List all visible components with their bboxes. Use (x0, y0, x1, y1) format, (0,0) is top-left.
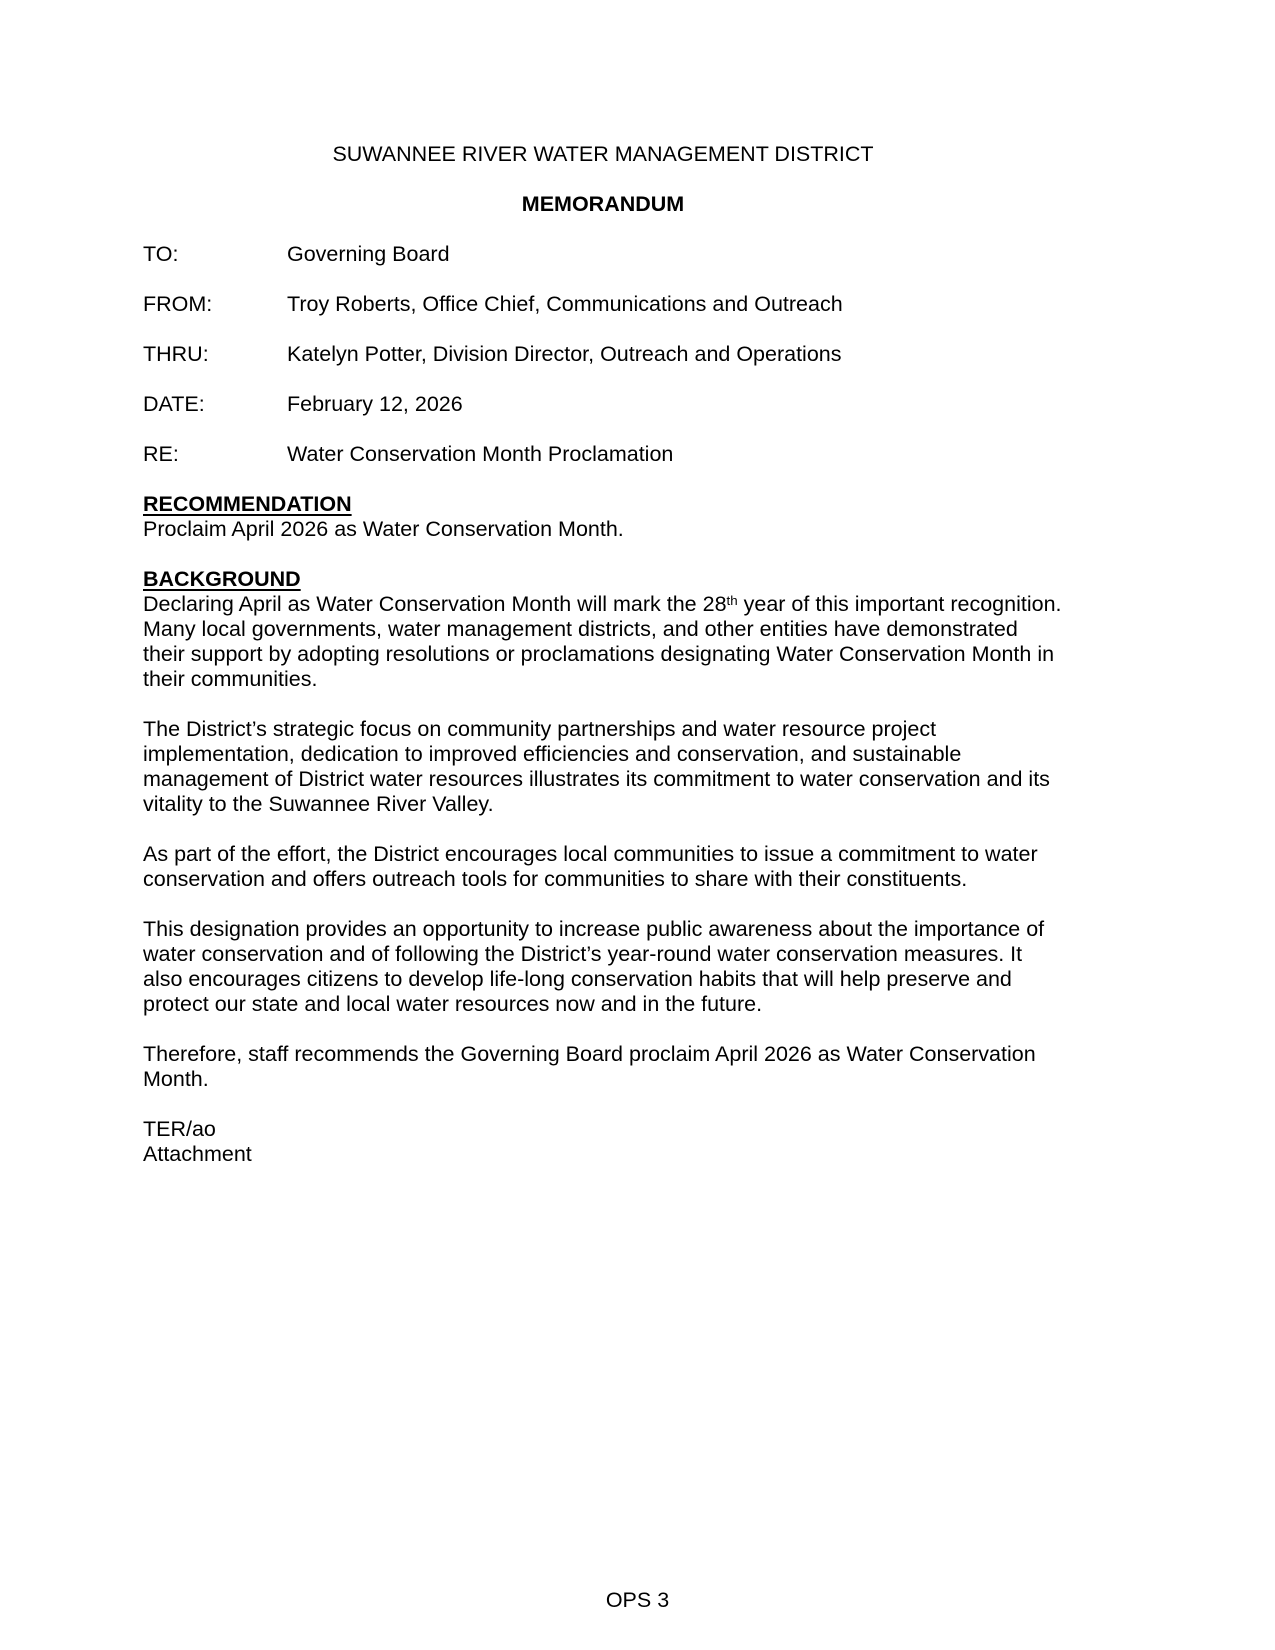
memo-page (143, 142, 1063, 1167)
field-value: Governing Board (287, 242, 450, 266)
attachment-note: Attachment (143, 1142, 252, 1166)
field-label: RE: (143, 442, 179, 466)
field-value: February 12, 2026 (287, 392, 463, 416)
field-value: Troy Roberts, Office Chief, Communications and Outreach (287, 292, 843, 316)
field-label: TO: (143, 242, 179, 266)
page-footer-label: OPS 3 (605, 1588, 670, 1612)
memo-field-date (143, 392, 1063, 417)
background-paragraph-5: Therefore, staff recommends the Governing Board proclaim April 2026 as Water Conservation Month. (143, 1042, 1036, 1091)
field-value: Water Conservation Month Proclamation (287, 442, 674, 466)
memo-field-re (143, 442, 1063, 467)
section-background (143, 567, 1063, 1092)
section-recommendation (143, 492, 1063, 542)
signature-block (143, 1117, 1063, 1167)
background-paragraph-1: Declaring April as Water Conservation Month will mark the 28th year of this important recognition. Many local governments, water management districts, and other entities have demonstrated their support by adopting resolutions or proclamations designating Water Conservation Month in their communities. (143, 592, 1062, 691)
memo-field-from (143, 292, 1063, 317)
memorandum-heading: MEMORANDUM (521, 192, 685, 216)
recommendation-paragraph: Proclaim April 2026 as Water Conservation Month. (143, 517, 624, 541)
memo-field-to (143, 242, 1063, 267)
section-heading: RECOMMENDATION (143, 492, 352, 516)
document-title: SUWANNEE RIVER WATER MANAGEMENT DISTRICT (332, 142, 874, 166)
field-label: FROM: (143, 292, 213, 316)
background-paragraph-3: As part of the effort, the District encourages local communities to issue a commitment to water conservation and offers outreach tools for communities to share with their constituents. (143, 842, 1038, 891)
background-paragraph-4: This designation provides an opportunity to increase public awareness about the importance of water conservation and of following the District’s year-round water conservation measures. It also encourages citizens to develop life-long conservation habits that will help preserve and protect our state and local water resources now and in the future. (143, 917, 1045, 1016)
field-label: THRU: (143, 342, 209, 366)
section-heading: BACKGROUND (143, 567, 301, 591)
field-label: DATE: (143, 392, 205, 416)
author-initials: TER/ao (143, 1117, 216, 1141)
memo-header-fields (143, 242, 1063, 467)
memo-field-thru (143, 342, 1063, 367)
field-value: Katelyn Potter, Division Director, Outreach and Operations (287, 342, 842, 366)
background-paragraph-2: The District’s strategic focus on community partnerships and water resource project implementation, dedication to improved efficiencies and conservation, and sustainable management of District water resources illustrates its commitment to water conservation and its vitality to the Suwannee River Valley. (143, 717, 1050, 816)
